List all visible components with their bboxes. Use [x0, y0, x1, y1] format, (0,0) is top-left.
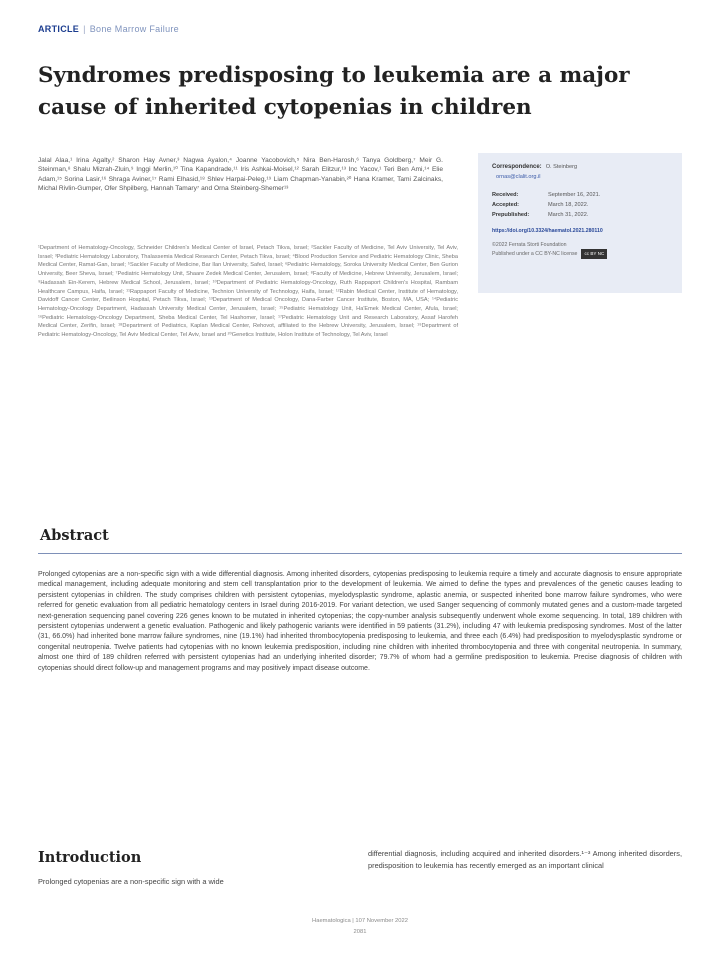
journal-citation: Haematologica | 107 November 2022 — [312, 918, 408, 924]
abstract-text: Prolonged cytopenias are a non-specific sign with a wide differential diagnosis. Among inherited disorders, cytopenias predisposing to leukemia require a timely and accurate diagnosis to ensure appropriate medical management, including adequate monitoring and stem cell transplantation prior to the development of leukemia. We aimed to define the types and prevalences of the genetic causes leading to persistent cytopenias in children. The study comprises children with persistent cytopenias, myelodysplastic syndrome, aplastic anemia, or suspected inherited bone marrow failure syndromes, who were referred for genetic evaluation from all pediatric hematology centers in Israel during 2016-2019. For variant detection, we used Sanger sequencing of commonly mutated genes and a custom-made targeted next-generation sequencing panel covering 226 genes known to be mutated in inherited cytopenias; the copy-number analysis subsequently underwent whole exome sequencing. In total, 189 children with persistent cytopenias underwent a genetic evaluation. Pathogenic and likely pathogenic variants were identified in 59 patients (31.2%), including 47 with leukemia predisposing syndromes. Most of the latter (31, 66.0%) had inherited bone marrow failure syndromes, nine (19.1%) had inherited thrombocytopenia predisposing to leukemia, and three each (6.4%) had predisposition to myelodysplastic syndrome or congenital neutropenia. Twelve patients had cytopenias with no known leukemia predisposition, including nine children with inherited thrombocytopenia and three with congenital neutropenia. In summary, almost one third of 189 children referred with persistent cytopenias had an underlying inherited disorder; 79.7% of whom had a germline predisposition to leukemia. Precise diagnosis of children with cytopenias should direct follow-up and management programs and may positively impact disease outcome. — [38, 571, 682, 672]
date-prepublished-row — [492, 210, 670, 220]
date-value: September 16, 2021. — [548, 192, 601, 198]
page-number: 2081 — [353, 929, 367, 935]
date-value: March 31, 2022. — [548, 212, 589, 218]
correspondence-name: O. Steinberg — [545, 164, 578, 170]
cc-license-badge[interactable]: cc BY NC — [581, 249, 607, 258]
affiliations: ¹Department of Hematology-Oncology, Schneider Children's Medical Center of Israel, Petach Tikva, Israel; ²Sackler Faculty of Medicine, Tel Aviv University, Tel Aviv, Israel; ³Pediatric Hematology Laboratory, Thalassemia Medical Research Center, Petach Tikva, Israel; ⁴Blood Production Service and Pediatric Hematology Clinic, Sheba Medical Center, Ramat-Gan, Israel; ⁵Sackler Faculty of Medicine, Bar Ilan University, Safed, Israel; ⁶Pediatric Hematology, Soroka University Medical Center, Ben Gurion University, Beer Sheva, Israel; ⁷Pediatric Hematology Unit, Shaare Zedek Medical Center, Jerusalem, Israel; ⁸Faculty of Medicine, Hebrew University, Jerusalem, Israel; ⁹Hadassah Ein-Kerem, Hebrew Medical School, Jerusalem, Israel; ¹⁰Department of Pediatric Hematology-Oncology, Ruth Rappaport Children's Hospital, Rambam Healthcare Campus, Haifa, Israel; ¹¹Rappaport Faculty of Medicine, Technion University of Technology, Haifa, Israel; ¹²Rabin Medical Center, Institute of Hematology, Davidoff Cancer Center, Beilinson Hospital, Petach Tikva, Israel; ¹³Department of Medical Oncology, Dana-Farber Cancer Institute, Boston, MA, USA; ¹⁴Pediatric Hematology-Oncology Department, Hadassah University Medical Center, Jerusalem, Israel; ¹⁵Pediatric Hematology Unit, Ha'Emek Medical Center, Afula, Israel; ¹⁶Pediatric Hematology-Oncology Department, Sheba Medical Center, Tel Hashomer, Israel; ¹⁷Pediatric Hematology Unit and Research Laboratory, Assaf Harofeh Medical Center, Zerifin, Israel; ¹⁸Department of Pediatrics, Kaplan Medical Center, Rehovot, affiliated to the Hebrew University, Jerusalem, Israel; ¹⁹Department of Pediatric Hematology-Oncology, Tel Aviv Medical Center, Tel Aviv, Israel and ²⁰Genetics Institute, Holon Institute of Technology, Tel Aviv, Israel — [38, 245, 458, 339]
doi-link[interactable]: https://doi.org/10.3324/haematol.2021.280110 — [492, 228, 603, 234]
article-dates — [492, 190, 670, 220]
date-value: March 18, 2022. — [548, 202, 589, 208]
page-footer — [0, 916, 720, 938]
article-kicker — [38, 24, 179, 34]
author-list: Jalal Alaa,¹ Irina Agalty,² Sharon Hay Avner,³ Nagwa Ayalon,⁴ Joanne Yacobovich,⁵ Nira Ben-Harosh,⁶ Tanya Goldberg,⁷ Meir G. Steinman,⁸ Shalu Mizrah-Zluin,⁹ Inggi Merlin,¹⁰ Tina Kapandrade,¹¹ Iris Ashkai-Moisel,¹² Sarah Elitzur,¹³ Inc Yacov,¹ Teri Ben Ami,¹⁴ Elie Adam,¹⁵ Sorina Lasir,¹⁶ Shraga Aviner,¹⁷ Rami Elhasid,¹⁸ Shlev Harpai-Peleg,¹⁹ Liam Chapman-Yanabin,²⁰ Hana Kramer, Tami Zalcinaks, Michal Rivlin-Gumper, Ofer Shpilberg, Hannah Tamary⁷ and Orna Steinberg-Shemer¹³ — [38, 157, 443, 193]
abstract-heading: Abstract — [40, 527, 109, 544]
article-category: Bone Marrow Failure — [89, 24, 179, 34]
copyright-block — [492, 242, 670, 259]
abstract-divider — [38, 553, 682, 554]
introduction-right-column: differential diagnosis, including acquired and inherited disorders.¹⁻³ Among inherited disorders, predisposition to leukemia has recently emerged as an important clinical — [368, 849, 682, 870]
date-label: Received: — [492, 192, 519, 198]
correspondence-line — [492, 164, 670, 170]
kicker-separator: | — [83, 24, 86, 34]
date-label: Prepublished: — [492, 212, 530, 218]
license-text: Published under a CC BY-NC license — [492, 251, 578, 258]
copyright-line: ©2022 Ferrata Storti Foundation — [492, 242, 567, 248]
correspondence-label: Correspondence: — [492, 164, 542, 170]
introduction-left-column: Prolonged cytopenias are a non-specific sign with a wide — [38, 877, 224, 886]
license-line — [492, 249, 670, 258]
paper-title: Syndromes predisposing to leukemia are a major cause of inherited cytopenias in children — [38, 63, 630, 120]
correspondence-email-link[interactable]: ornas@clalit.org.il — [496, 174, 541, 180]
article-type-label: ARTICLE — [38, 24, 80, 34]
date-received-row — [492, 190, 670, 200]
date-label: Accepted: — [492, 202, 520, 208]
article-info-box — [478, 153, 682, 293]
introduction-heading: Introduction — [38, 849, 142, 866]
date-accepted-row — [492, 200, 670, 210]
